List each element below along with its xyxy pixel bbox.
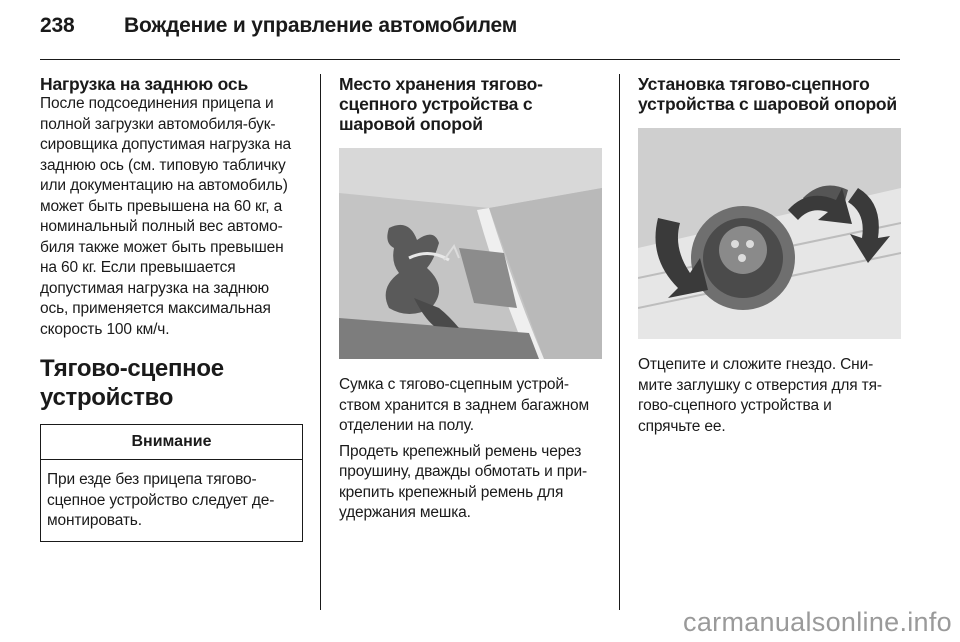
text-line: удержания мешка. xyxy=(339,504,471,521)
text-line: может быть превышена на 60 кг, а xyxy=(40,197,283,215)
warning-title: Внимание xyxy=(41,425,302,460)
warning-body xyxy=(41,460,302,541)
text-line: сцепное устройство следует де- xyxy=(47,491,275,509)
text-line: Продеть крепежный ремень через xyxy=(339,442,582,460)
column-divider-2 xyxy=(619,74,620,610)
header-rule xyxy=(40,59,900,60)
column-3 xyxy=(638,74,903,437)
section-title-storage: Место хранения тягово- сцепного устройства с шаровой опорой xyxy=(339,74,543,134)
caption-installation xyxy=(638,355,903,437)
section-title-rear-axle-load: Нагрузка на заднюю ось xyxy=(40,74,249,94)
text-line: ось, применяется максимальная xyxy=(40,300,271,317)
text-line: допустимая нагрузка на заднюю xyxy=(40,279,270,297)
chapter-title: Вождение и управление автомобилем xyxy=(124,14,518,37)
text-line: мите заглушку с отверстия для тя- xyxy=(638,376,882,394)
text-line: полной загрузки автомобиля-бук- xyxy=(40,115,276,133)
text-line: или документацию на автомобиль) xyxy=(40,177,288,194)
page-number: 238 xyxy=(40,14,75,37)
watermark: carmanualsonline.info xyxy=(683,607,952,637)
column-divider-1 xyxy=(320,74,321,610)
text-line: биля также может быть превышен xyxy=(40,238,284,256)
column-1 xyxy=(40,74,305,542)
text-line: отделении на полу. xyxy=(339,417,474,434)
text-line: крепить крепежный ремень для xyxy=(339,483,564,501)
figure-towbar-socket xyxy=(638,128,901,339)
text-line: проушину, дважды обмотать и при- xyxy=(339,463,588,480)
text-line: Отцепите и сложите гнездо. Сни- xyxy=(638,356,874,373)
text-line: заднюю ось (см. типовую табличку xyxy=(40,156,286,174)
text-line: ством хранится в заднем багажном xyxy=(339,396,590,414)
text-line: монтировать. xyxy=(47,512,142,529)
section-title-installation: Установка тягово-сцепного устройства с шаровой опорой xyxy=(638,74,897,114)
text-line: После подсоединения прицепа и xyxy=(40,95,274,112)
text-line: При езде без прицепа тягово- xyxy=(47,471,257,488)
text-line: на 60 кг. Если превышается xyxy=(40,259,236,276)
warning-box xyxy=(40,424,303,542)
figure-towbar-bag-in-trunk xyxy=(339,148,602,359)
text-line: номинальный полный вес автомо- xyxy=(40,218,283,235)
text-line: спрячьте ее. xyxy=(638,417,726,435)
text-line: гово-сцепного устройства и xyxy=(638,397,832,414)
text-line: скорость 100 км/ч. xyxy=(40,320,170,338)
caption-storage-2 xyxy=(339,442,604,524)
text-line: сировщика допустимая нагрузка на xyxy=(40,136,292,153)
rear-axle-load-paragraph xyxy=(40,94,305,340)
text-line: Сумка с тягово-сцепным устрой- xyxy=(339,376,569,393)
column-2 xyxy=(339,74,604,524)
caption-storage-1 xyxy=(339,375,604,437)
section-heading-towbar: Тягово-сцепное устройство xyxy=(40,355,224,411)
